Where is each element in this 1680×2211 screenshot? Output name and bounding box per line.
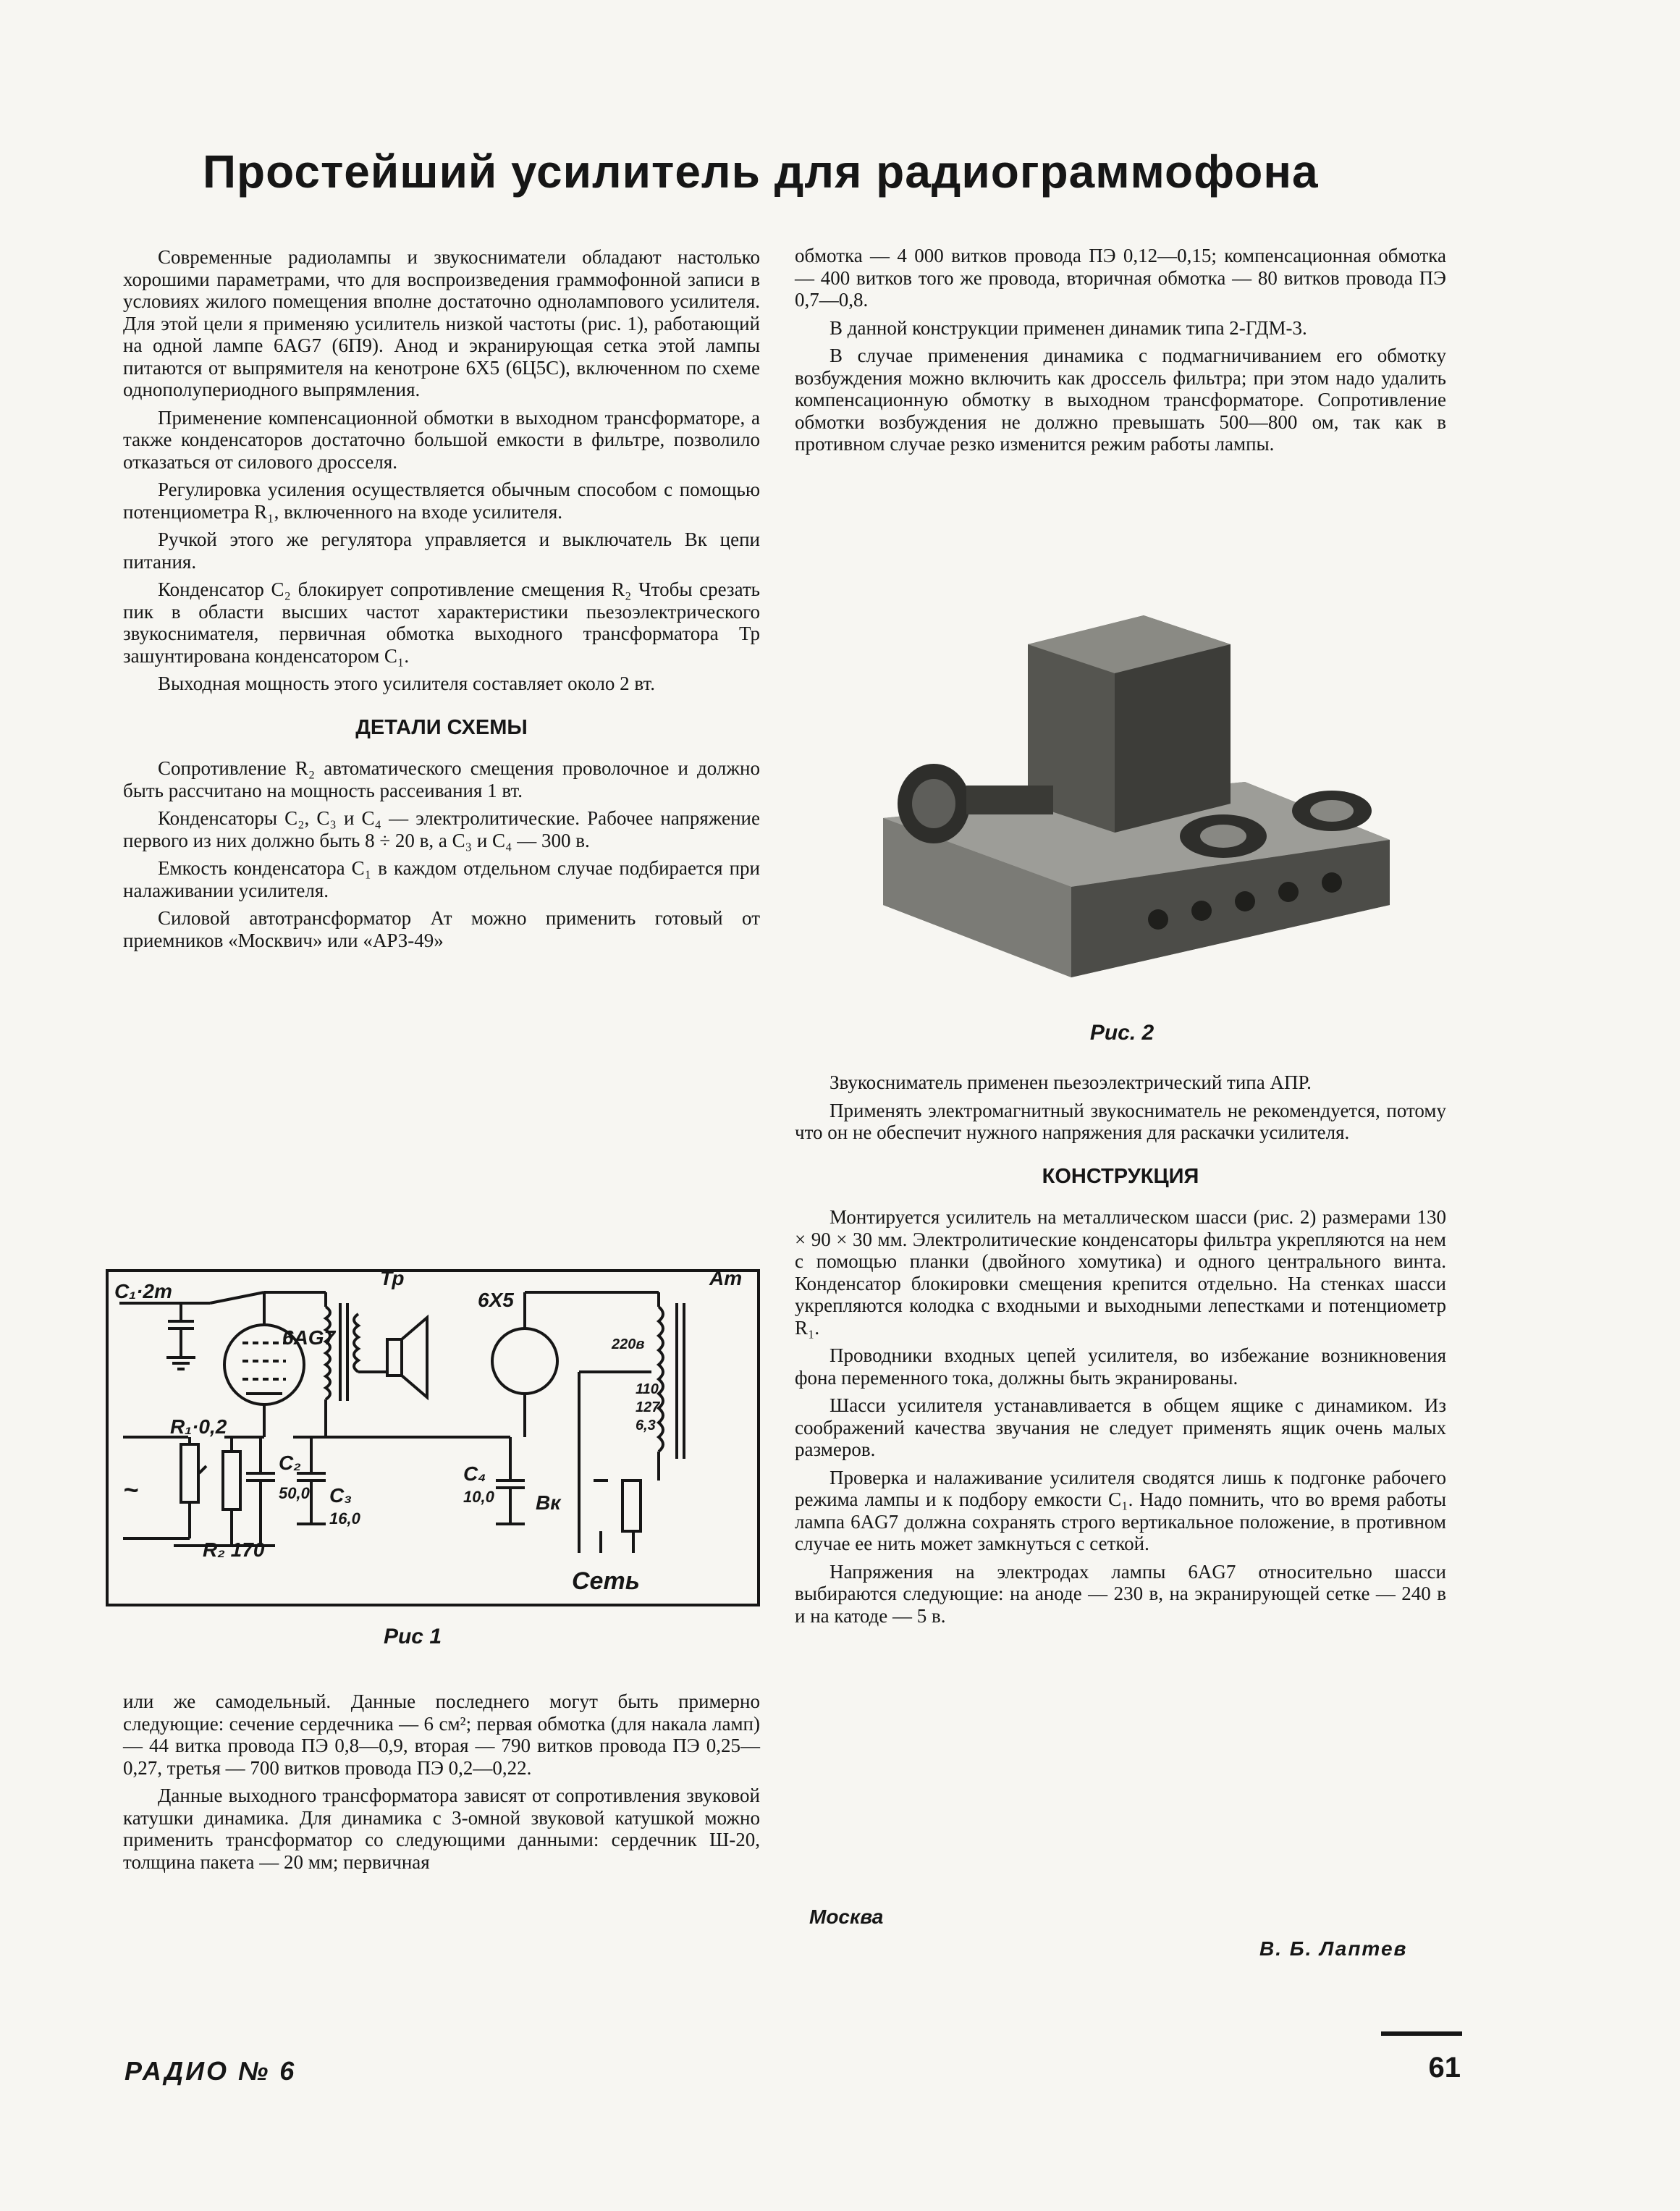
schematic-label-r1: R₁·0,2 [170,1415,227,1438]
schematic-label-110: 110 [636,1381,659,1397]
paragraph: Выходная мощность этого усилителя составляет около 2 вт. [158,673,656,694]
schematic-label-set: Сеть [572,1567,640,1595]
paragraph: Конденсаторы C₂, C₃ и C₄ — электролитические. Рабочее напряжение первого из них должно быть 8 ÷ 20 в, а C₃ и C₄ — 300 в. [123,807,760,851]
schematic-label-at: Ат [709,1267,743,1289]
schematic-label-ac: ~ [123,1475,139,1504]
amplifier-schematic-figure [101,1263,767,1611]
amplifier-chassis-photo [840,601,1419,1006]
paragraph: Проводники входных цепей усилителя, во избежание возникновения фона переменного тока, должны быть экранированы. [795,1344,1446,1389]
paragraph: Силовой автотрансформатор Ат можно применить готовый от приемников «Москвич» или «АРЗ-49» [123,907,760,951]
schematic-label-bk: Вк [536,1491,561,1514]
paragraph: В случае применения динамика с подмагничиванием его обмотку возбуждения можно включить как дроссель фильтра; при этом надо удалить компенсационную обмотку в выходном трансформаторе. Сопротивление обмотки возбуждения не должно превышать 500—800 ом, так как в противном случае резко изменится режим работы лампы. [795,345,1446,455]
paragraph: Конденсатор C₂ блокирует сопротивление смещения R₂ Чтобы срезать пик в области высших частот характеристики пьезоэлектрического звукоснимателя, первичная обмотка выходного трансформатора Тр зашунтирована конденсатором C₁. [123,578,760,667]
author-signature: В. Б. Лаптев [1259,1937,1408,1960]
left-column [123,246,760,957]
paragraph: Шасси усилителя устанавливается в общем ящике с динамиком. Из соображений качества звучания не следует применять ящик очень малых размеров. [795,1394,1446,1460]
right-column-top [795,245,1446,461]
paragraph: Напряжения на электродах лампы 6AG7 относительно шасси выбираются следующие: на аноде — 230 в, на экранирующей сетке — 240 в и на катоде — 5 в. [795,1560,1446,1627]
paragraph: обмотка — 4 000 витков провода ПЭ 0,12—0,15; компенсационная обмотка — 400 витков того же провода, вторичная обмотка — 80 витков провода ПЭ 0,7—0,8. [795,245,1446,311]
paragraph: Регулировка усиления осуществляется обычным способом с помощью потенциометра R₁, включенного на входе усилителя. [123,479,760,523]
paragraph: Сопротивление R₂ автоматического смещения проволочное и должно быть рассчитано на мощность рассеивания 1 вт. [123,757,760,801]
schematic-label-63: 6,3 [636,1418,656,1433]
paragraph: Применять электромагнитный звукосниматель не рекомендуется, потому что он не обеспечит нужного напряжения для раскачки усилителя. [795,1099,1446,1143]
schematic-label-c4: C₄ [463,1462,486,1485]
right-column-bottom [795,1071,1446,1633]
schematic-label-c3: C₃ [329,1484,353,1507]
paragraph: Данные выходного трансформатора зависят от сопротивления звуковой катушки динамика. Для динамика с 3-омной звуковой катушкой можно применить трансформатор со следующими данными: сердечник Ш-20, толщина пакета — 20 мм; первичная [123,1785,760,1873]
section-heading-construction: КОНСТРУКЦИЯ [1042,1164,1199,1188]
schematic-label-c2: C₂ [279,1452,301,1474]
paragraph: Монтируется усилитель на металлическом шасси (рис. 2) размерами 130 × 90 × 30 мм. Электролитические конденсаторы фильтра укрепляются на нем с помощью планки (двойного хомутика) и одного центрального винта. Конденсатор блокировки смещения крепится отдельно. На стенках шасси укрепляются колодка с входными и выходными лепестками и потенциометр R₁. [795,1206,1446,1339]
paragraph: Емкость конденсатора C₁ в каждом отдельном случае подбирается при налаживании усилителя. [123,857,760,901]
schematic-label-c2-value: 50,0 [279,1484,310,1502]
paragraph: Ручкой этого же регулятора управляется и выключатель Bк цепи питания. [123,528,760,573]
paragraph: Применение компенсационной обмотки в выходном трансформаторе, а также конденсаторов достаточно большой емкости в фильтре, позволило отказаться от силового дросселя. [123,406,760,473]
schematic-label-lamp: 6AG7 [282,1326,336,1349]
journal-footer: РАДИО № 6 [124,2056,297,2086]
schematic-label-127: 127 [636,1399,660,1415]
schematic-label-tp: Тр [380,1267,405,1289]
city-signature: Москва [809,1905,884,1928]
schematic-label-c1: C₁·2т [114,1280,172,1302]
paragraph: Звукосниматель применен пьезоэлектрический типа АПР. [830,1071,1312,1093]
figure-1-caption: Рис 1 [383,1625,442,1648]
schematic-label-c4-value: 10,0 [463,1488,494,1506]
section-heading-details: ДЕТАЛИ СХЕМЫ [355,715,528,739]
paragraph: Проверка и налаживание усилителя сводятся лишь к подгонке рабочего режима лампы и к подбору емкости C₁. Надо помнить, что во время работы лампа 6AG7 должна сохранять строго вертикальное положение, в противном случае ее нить может замкнуться с сеткой. [795,1466,1446,1554]
paragraph: Современные радиолампы и звукосниматели обладают настолько хорошими параметрами, что для воспроизведения граммофонной записи в условиях жилого помещения вполне достаточно однолампового усилителя. Для этой цели я применяю усилитель низкой частоты (рис. 1), работающий на одной лампе 6AG7 (6П9). Анод и экранирующая сетка этой лампы питаются от выпрямителя на кенотроне 6X5 (6Ц5С), включенном по схеме однополупериодного выпрямления. [123,246,760,400]
schematic-label-220: 220в [612,1336,645,1352]
paragraph: или же самодельный. Данные последнего могут быть примерно следующие: сечение сердечника — 6 см²; первая обмотка (для накала ламп) — 44 витка провода ПЭ 0,8—0,9, вторая — 790 витков провода ПЭ 0,25—0,27, третья — 700 витков провода ПЭ 0,2—0,22. [123,1690,760,1779]
page-number: 61 [1428,2052,1461,2084]
schematic-label-kenotron: 6X5 [478,1289,514,1311]
left-column-continued [123,1690,760,1879]
figure-2-caption: Рис. 2 [1089,1021,1155,1045]
paragraph: В данной конструкции применен динамик типа 2-ГДМ-3. [830,316,1307,339]
schematic-label-c3-value: 16,0 [329,1509,360,1528]
schematic-label-r2: R₂ 170 [203,1538,265,1561]
article-title: Простейший усилитель для радиограммофона [203,146,1319,198]
page-number-rule [1381,2031,1462,2036]
